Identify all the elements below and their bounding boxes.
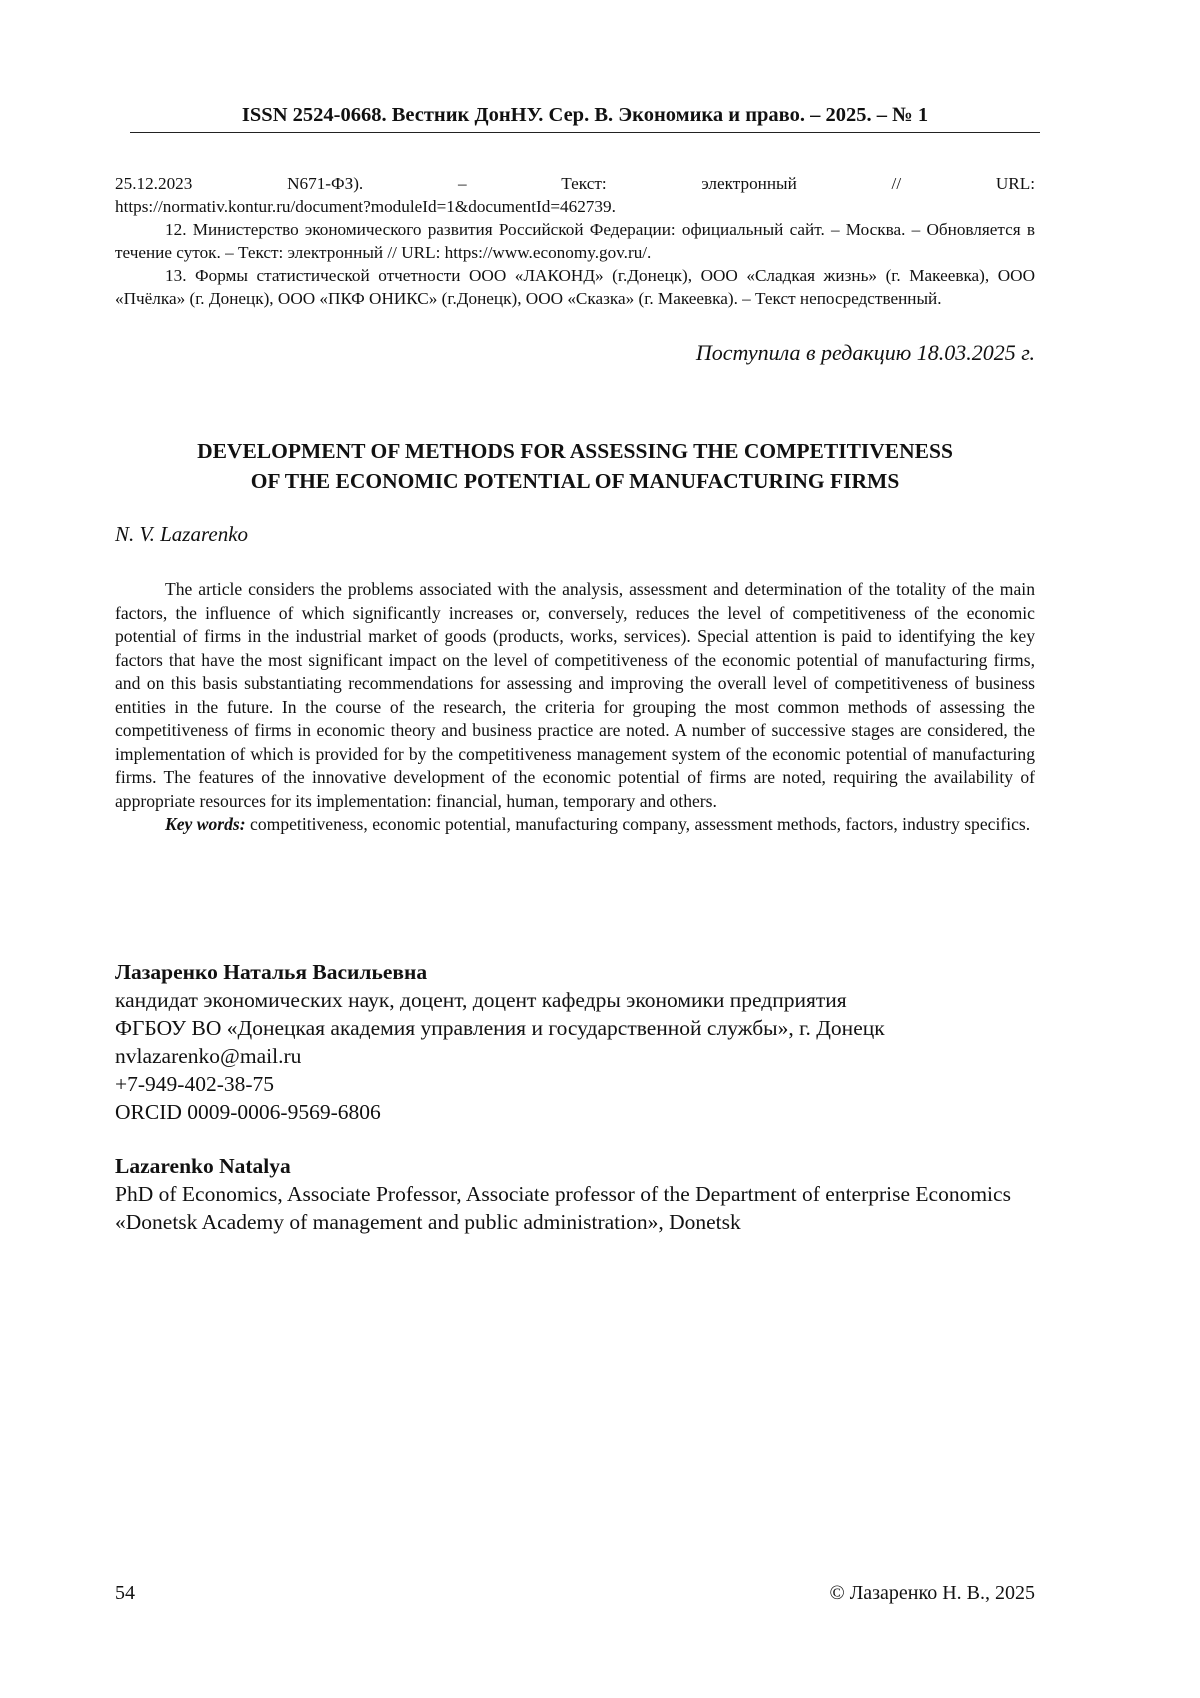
author-name-ru: Лазаренко Наталья Васильевна (115, 960, 428, 984)
author-position-ru: кандидат экономических наук, доцент, доцент кафедры экономики предприятия (115, 988, 847, 1012)
author-orcid: ORCID 0009-0006-9569-6806 (115, 1100, 381, 1124)
abstract (115, 578, 1035, 837)
article-title-line2: OF THE ECONOMIC POTENTIAL OF MANUFACTURING FIRMS (250, 469, 900, 493)
page-number: 54 (115, 1582, 135, 1604)
author-email: nvlazarenko@mail.ru (115, 1044, 302, 1068)
received-date: Поступила в редакцию 18.03.2025 г. (695, 340, 1035, 365)
author-name-en: Lazarenko Natalya (115, 1154, 291, 1178)
reference-11-line2: https://normativ.kontur.ru/document?moduleId=1&documentId=462739. (115, 197, 616, 216)
keywords-label: Key words: (165, 814, 246, 834)
author-position-en: PhD of Economics, Associate Professor, Associate professor of the Department of enterprise Economics (115, 1182, 1011, 1206)
reference-12: 12. Министерство экономического развития Российской Федерации: официальный сайт. – Москва. – Обновляется в течение суток. – Текст: электронный // URL: https://www.economy.gov.ru/. (115, 220, 1035, 262)
author-phone: +7-949-402-38-75 (115, 1072, 275, 1096)
header-rule (130, 132, 1040, 133)
copyright: © Лазаренко Н. В., 2025 (829, 1582, 1035, 1604)
abstract-text: The article considers the problems associated with the analysis, assessment and determination of the totality of the main factors, the influence of which significantly increases or, conversely, reduces the level of competitiveness of the economic potential of firms in the industrial market of goods (products, works, services). Special attention is paid to identifying the key factors that have the most significant impact on the level of competitiveness of the economic potential of manufacturing firms, and on this basis substantiating recommendations for assessing and improving the overall level of competitiveness of business entities in the future. In the course of the research, the criteria for grouping the most common methods of assessing the competitiveness of firms in economic theory and business practice are noted. A number of successive stages are considered, the implementation of which is provided for by the competitiveness management system of the economic potential of manufacturing firms. The features of the innovative development of the economic potential of firms are noted, requiring the availability of appropriate resources for its implementation: financial, human, temporary and others. (115, 579, 1035, 811)
author-organization-en: «Donetsk Academy of management and public administration», Donetsk (115, 1210, 741, 1234)
article-title (115, 436, 1035, 496)
author-info-ru (115, 958, 1040, 1126)
reference-11-line1: 25.12.2023 N671-ФЗ). – Текст: электронный // URL: (115, 174, 1035, 193)
running-header: ISSN 2524-0668. Вестник ДонНУ. Сер. В. Экономика и право. – 2025. – № 1 (241, 104, 929, 126)
keywords-text: competitiveness, economic potential, manufacturing company, assessment methods, factors, industry specifics. (245, 814, 1031, 834)
author-info-en (115, 1152, 1040, 1236)
article-title-line1: DEVELOPMENT OF METHODS FOR ASSESSING THE COMPETITIVENESS (197, 439, 953, 463)
article-author: N. V. Lazarenko (115, 522, 249, 546)
keywords (115, 813, 1035, 837)
reference-list (115, 172, 1035, 310)
reference-13: 13. Формы статистической отчетности ООО «ЛАКОНД» (г.Донецк), ООО «Сладкая жизнь» (г. Макеевка), ООО «Пчёлка» (г. Донецк), ООО «ПКФ ОНИКС» (г.Донецк), ООО «Сказка» (г. Макеевка). – Текст непосредственный. (115, 266, 1035, 308)
author-organization-ru: ФГБОУ ВО «Донецкая академия управления и государственной службы», г. Донецк (115, 1016, 885, 1040)
